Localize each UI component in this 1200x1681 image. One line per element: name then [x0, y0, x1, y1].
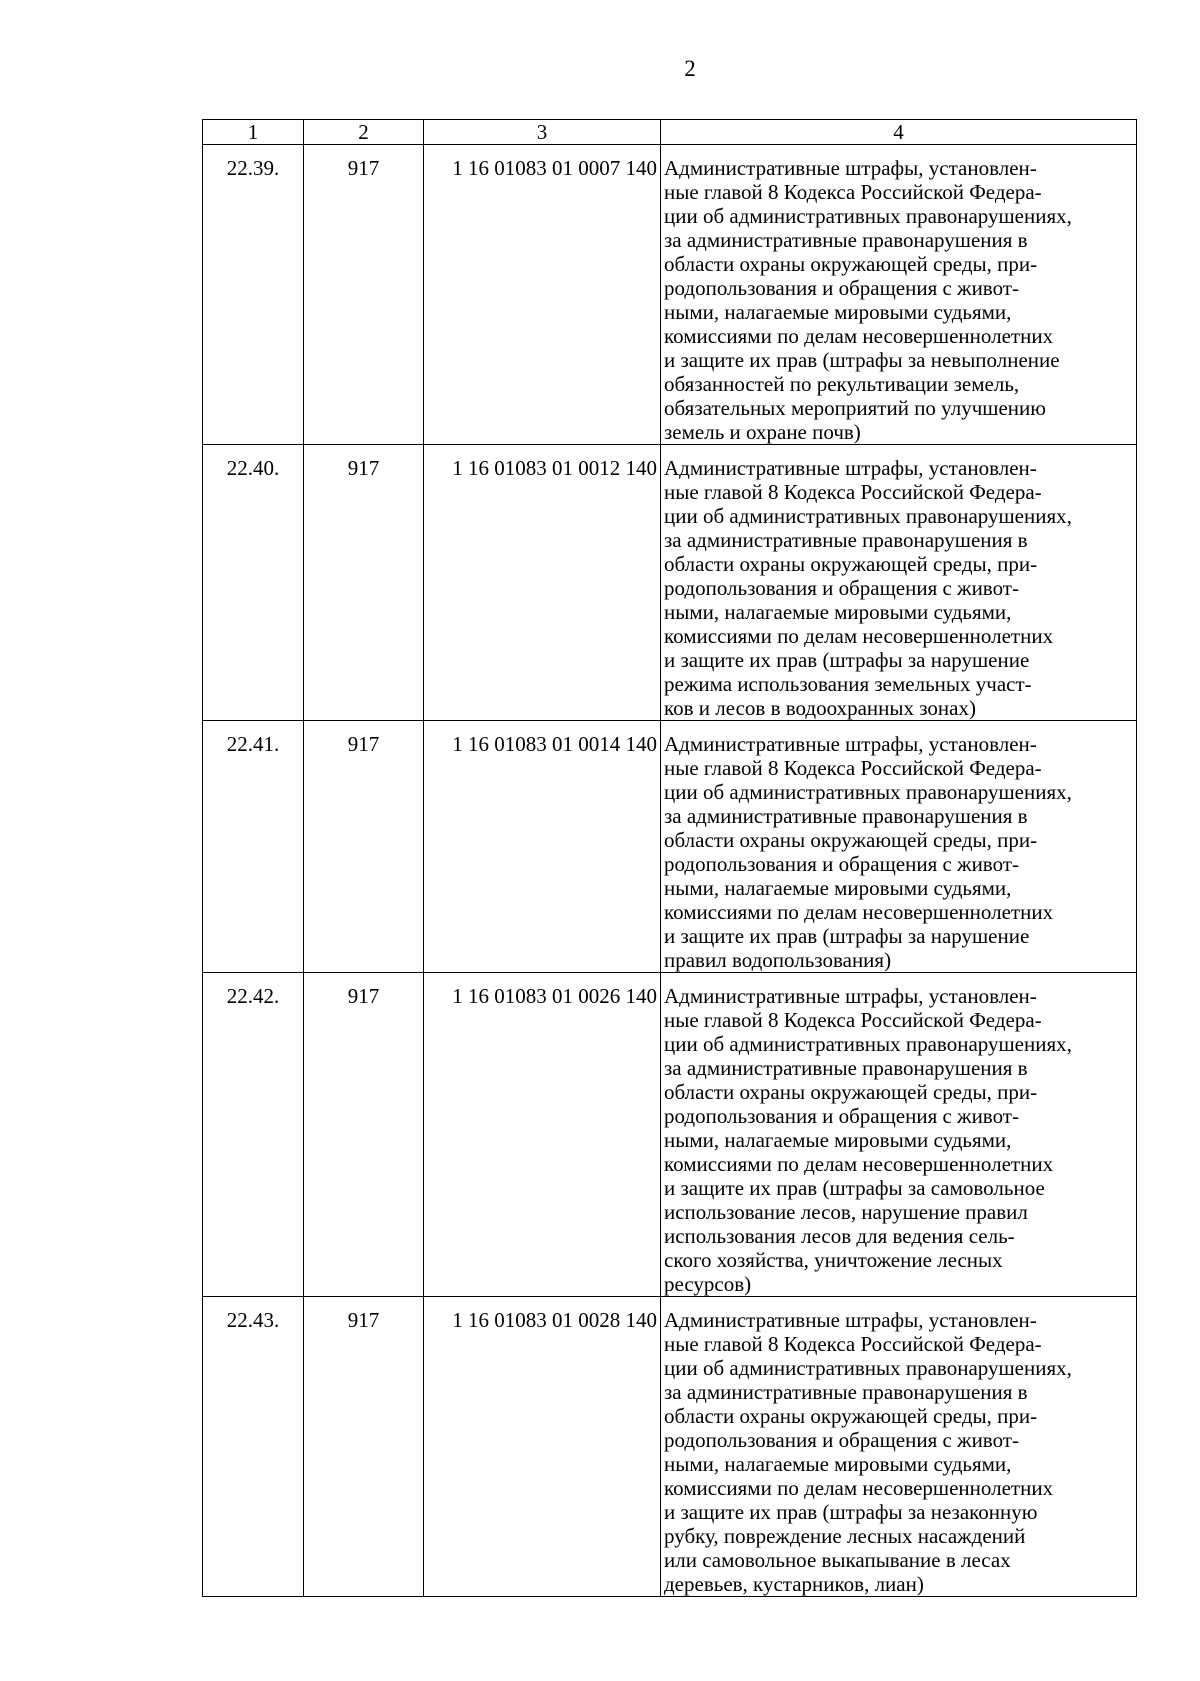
description-line: родопользования и обращения с живот-: [664, 576, 1019, 600]
budget-classification-code-cell: 1 16 01083 01 0012 140: [424, 445, 661, 721]
description-line: за административные правонарушения в: [664, 1056, 1028, 1080]
administrator-code-cell: 917: [304, 973, 424, 1297]
description-line: Административные штрафы, установлен-: [664, 456, 1037, 480]
table-row: [203, 721, 1137, 973]
description-line: и защите их прав (штрафы за самовольное: [664, 1176, 1045, 1200]
description-line: области охраны окружающей среды, при-: [664, 1080, 1038, 1104]
description-cell: [661, 973, 1137, 1297]
description-line: комиссиями по делам несовершеннолетних: [664, 624, 1054, 648]
row-number-cell: 22.39.: [203, 145, 304, 445]
description-line: ными, налагаемые мировыми судьями,: [664, 300, 1012, 324]
administrator-code-cell: 917: [304, 445, 424, 721]
description-line: земель и охране почв): [664, 420, 861, 444]
description-line: деревьев, кустарников, лиан): [664, 1572, 924, 1596]
header-col-2: 2: [304, 120, 424, 145]
description-line: Административные штрафы, установлен-: [664, 732, 1037, 756]
description-line: ные главой 8 Кодекса Российской Федера-: [664, 480, 1042, 504]
description-cell: [661, 145, 1137, 445]
description-line: Административные штрафы, установлен-: [664, 156, 1037, 180]
description-line: Административные штрафы, установлен-: [664, 984, 1037, 1008]
description-cell: [661, 721, 1137, 973]
description-line: ции об административных правонарушениях,: [664, 1032, 1072, 1056]
description-line: ные главой 8 Кодекса Российской Федера-: [664, 180, 1042, 204]
description-line: обязанностей по рекультивации земель,: [664, 372, 1020, 396]
description-line: области охраны окружающей среды, при-: [664, 1404, 1038, 1428]
description-line: области охраны окружающей среды, при-: [664, 252, 1038, 276]
description-line: ции об административных правонарушениях,: [664, 1356, 1072, 1380]
description-line: ными, налагаемые мировыми судьями,: [664, 876, 1012, 900]
description-line: режима использования земельных участ-: [664, 672, 1032, 696]
description-line: и защите их прав (штрафы за нарушение: [664, 924, 1030, 948]
budget-code-table: [202, 119, 1137, 1597]
description-line: ции об административных правонарушениях,: [664, 504, 1072, 528]
administrator-code-cell: 917: [304, 1297, 424, 1597]
table-row: [203, 973, 1137, 1297]
description-line: родопользования и обращения с живот-: [664, 1428, 1019, 1452]
description-line: ресурсов): [664, 1272, 752, 1296]
description-line: и защите их прав (штрафы за невыполнение: [664, 348, 1060, 372]
row-number-cell: 22.40.: [203, 445, 304, 721]
description-line: ными, налагаемые мировыми судьями,: [664, 1452, 1012, 1476]
description-line: за административные правонарушения в: [664, 804, 1028, 828]
row-number-cell: 22.41.: [203, 721, 304, 973]
description-line: за административные правонарушения в: [664, 528, 1028, 552]
table-row: [203, 445, 1137, 721]
description-line: комиссиями по делам несовершеннолетних: [664, 1476, 1054, 1500]
description-line: родопользования и обращения с живот-: [664, 276, 1019, 300]
table-row: [203, 145, 1137, 445]
budget-classification-code-cell: 1 16 01083 01 0026 140: [424, 973, 661, 1297]
description-line: области охраны окружающей среды, при-: [664, 828, 1038, 852]
description-line: комиссиями по делам несовершеннолетних: [664, 1152, 1054, 1176]
description-line: ные главой 8 Кодекса Российской Федера-: [664, 1332, 1042, 1356]
description-line: использования лесов для ведения сель-: [664, 1224, 1015, 1248]
description-line: или самовольное выкапывание в лесах: [664, 1548, 1011, 1572]
row-number-cell: 22.43.: [203, 1297, 304, 1597]
description-line: и защите их прав (штрафы за незаконную: [664, 1500, 1038, 1524]
table-body: [203, 145, 1137, 1597]
administrator-code-cell: 917: [304, 145, 424, 445]
description-line: за административные правонарушения в: [664, 228, 1028, 252]
table-header-row: [203, 120, 1137, 145]
header-col-4: 4: [661, 120, 1137, 145]
description-line: ными, налагаемые мировыми судьями,: [664, 1128, 1012, 1152]
page-number: 2: [684, 56, 696, 81]
description-line: ков и лесов в водоохранных зонах): [664, 696, 976, 720]
description-line: использование лесов, нарушение правил: [664, 1200, 1028, 1224]
description-line: ные главой 8 Кодекса Российской Федера-: [664, 756, 1042, 780]
description-line: ции об административных правонарушениях,: [664, 204, 1072, 228]
description-line: за административные правонарушения в: [664, 1380, 1028, 1404]
budget-classification-code-cell: 1 16 01083 01 0014 140: [424, 721, 661, 973]
administrator-code-cell: 917: [304, 721, 424, 973]
header-col-1: 1: [203, 120, 304, 145]
description-cell: [661, 445, 1137, 721]
table-row: [203, 1297, 1137, 1597]
description-line: рубку, повреждение лесных насаждений: [664, 1524, 1026, 1548]
description-line: родопользования и обращения с живот-: [664, 852, 1019, 876]
description-line: ными, налагаемые мировыми судьями,: [664, 600, 1012, 624]
description-line: родопользования и обращения с живот-: [664, 1104, 1019, 1128]
description-line: ции об административных правонарушениях,: [664, 780, 1072, 804]
description-line: ского хозяйства, уничтожение лесных: [664, 1248, 1003, 1272]
description-line: и защите их прав (штрафы за нарушение: [664, 648, 1030, 672]
description-line: комиссиями по делам несовершеннолетних: [664, 324, 1054, 348]
budget-classification-code-cell: 1 16 01083 01 0028 140: [424, 1297, 661, 1597]
description-line: ные главой 8 Кодекса Российской Федера-: [664, 1008, 1042, 1032]
description-line: обязательных мероприятий по улучшению: [664, 396, 1046, 420]
header-col-3: 3: [424, 120, 661, 145]
budget-classification-code-cell: 1 16 01083 01 0007 140: [424, 145, 661, 445]
description-cell: [661, 1297, 1137, 1597]
description-line: Административные штрафы, установлен-: [664, 1308, 1037, 1332]
description-line: комиссиями по делам несовершеннолетних: [664, 900, 1054, 924]
description-line: правил водопользования): [664, 948, 892, 972]
row-number-cell: 22.42.: [203, 973, 304, 1297]
description-line: области охраны окружающей среды, при-: [664, 552, 1038, 576]
